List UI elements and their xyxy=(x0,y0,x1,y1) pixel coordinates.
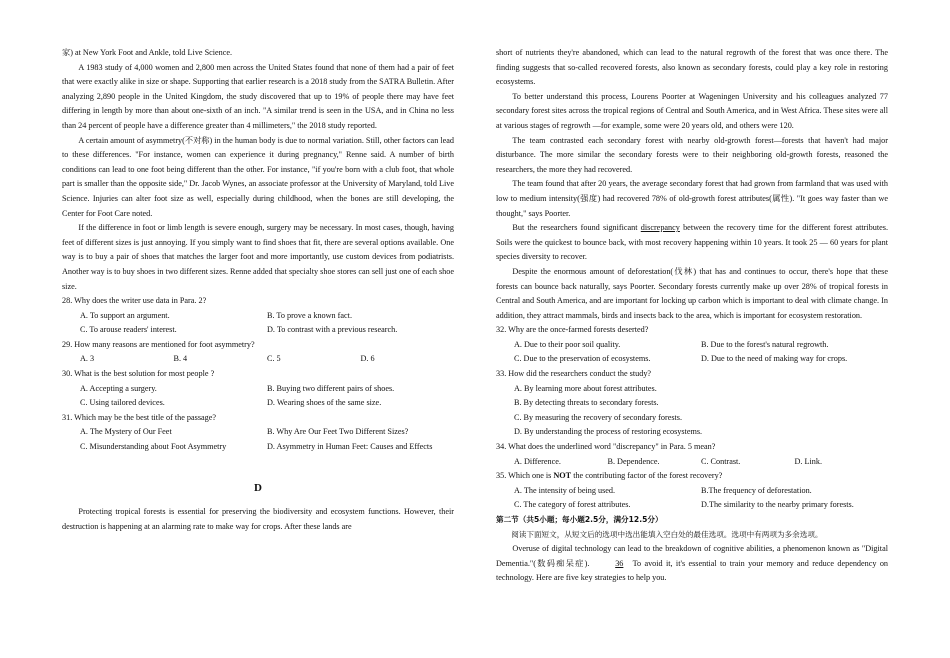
option-d[interactable]: D. Asymmetry in Human Feet: Causes and Effects xyxy=(267,442,433,452)
passage-d-paragraph-5 xyxy=(496,221,888,265)
option-a[interactable]: A. By learning more about forest attributes. xyxy=(514,383,657,393)
option-c[interactable]: C. Due to the preservation of ecosystems. xyxy=(514,354,651,364)
right-column xyxy=(496,46,888,586)
options xyxy=(496,455,888,470)
option-d[interactable]: D. Wearing shoes of the same size. xyxy=(267,398,382,408)
question-30 xyxy=(62,367,454,411)
option-d[interactable]: D.The similarity to the nearby primary forests. xyxy=(701,500,854,510)
text: the contributing factor of the forest recovery? xyxy=(571,471,723,481)
passage-d-heading: D xyxy=(254,481,262,494)
blank-36[interactable]: 36 xyxy=(615,558,624,568)
text: But the researchers found significant xyxy=(512,223,641,233)
question-stem: 34. What does the underlined word "discrepancy" in Para. 5 mean? xyxy=(496,442,716,452)
passage-d-paragraph-1: Protecting tropical forests is essential for preserving the biodiversity and ecosystem functions. However, their destruction is happening at an alarming rate to make way for crops. After these lands are xyxy=(62,507,454,531)
options xyxy=(496,338,888,367)
option-d[interactable]: D. By understanding the process of restoring ecosystems. xyxy=(514,427,703,437)
option-c[interactable]: C. Misunderstanding about Foot Asymmetry xyxy=(80,442,227,452)
option-c[interactable]: C. To arouse readers' interest. xyxy=(80,325,177,335)
option-b[interactable]: B. To prove a known fact. xyxy=(267,310,352,320)
question-31 xyxy=(62,411,454,455)
question-stem: 30. What is the best solution for most people ? xyxy=(62,369,215,379)
question-29 xyxy=(62,338,454,367)
option-a[interactable]: A. To support an argument. xyxy=(80,310,170,320)
option-d[interactable]: D. Link. xyxy=(794,456,823,466)
option-a[interactable]: A. Due to their poor soil quality. xyxy=(514,339,621,349)
options xyxy=(496,484,888,513)
option-d[interactable]: D. Due to the need of making way for crops. xyxy=(701,354,848,364)
passage-d-paragraph-2: To better understand this process, Lourens Poorter at Wageningen University and his colleagues analyzed 77 secondary forest sites across the tropical regions of Central and South America, and in West Africa. These sites were all at various stages of regrowth —for example, some were 20 years old, and others were 120. xyxy=(496,91,888,130)
underlined-word: discrepancy xyxy=(640,223,680,233)
option-b[interactable]: B. By detecting threats to secondary forests. xyxy=(514,398,659,408)
option-c[interactable]: C. The category of forest attributes. xyxy=(514,500,631,510)
options xyxy=(62,382,454,411)
passage-d-paragraph-6: Despite the enormous amount of deforestation(伐林) that has and continues to occur, there's hope that these forests can bounce back naturally, says Poorter. Secondary forests currently make up over 28% of tropical forests in Central and South America, and are important for locking up carbon which is important to deal with climate change. In addition, they attract mammals, birds and insects back to the area, which is important for ecosystem restoration. xyxy=(496,266,888,320)
option-d[interactable]: D. 6 xyxy=(360,354,375,364)
text: Overuse of digital technology can lead to the breakdown of cognitive abilities, a phenomenon known as "Digital Dementia."(数码痴呆症). xyxy=(496,544,888,568)
option-a[interactable]: A. The Mystery of Our Feet xyxy=(80,427,172,437)
option-a[interactable]: A. Difference. xyxy=(514,456,561,466)
text: To avoid it, it's essential to train your memory and reduce dependency on technology. Here are five key strategies to help you. xyxy=(496,558,889,583)
option-d[interactable]: D. To contrast with a previous research. xyxy=(267,325,398,335)
option-b[interactable]: B. Why Are Our Feet Two Different Sizes? xyxy=(267,427,409,437)
question-stem: 31. Which may be the best title of the passage? xyxy=(62,412,216,422)
option-b[interactable]: B.The frequency of deforestation. xyxy=(701,485,812,495)
passage-c-paragraph-4: If the difference in foot or limb length is severe enough, surgery may be necessary. In most cases, though, having feet of different sizes is just annoying. If you simply want to find shoes that fit, there are several options available. One way is to buy a pair of shoes that matches the larger foot and more importantly, use custom devices from podiatrists. Another way is to buy shoes in two different sizes. Renne added that specialty shoe stores can sell just one of each shoe size. xyxy=(62,223,454,291)
emphasis-not: NOT xyxy=(553,471,572,481)
question-28 xyxy=(62,294,454,338)
passage-d-paragraph-1-cont: short of nutrients they're abandoned, which can lead to the natural regrowth of the forest that was once there. The finding suggests that so-called recovered forests, also known as secondary forests, could play a key role in restoring ecosystems. xyxy=(496,48,888,87)
section-2-heading: 第二节（共5小题；每小题2.5分，满分12.5分） xyxy=(496,515,663,524)
options xyxy=(62,352,454,367)
question-stem: 32. Why are the once-farmed forests deserted? xyxy=(496,325,649,335)
question-stem: 33. How did the researchers conduct the study? xyxy=(496,369,652,379)
option-c[interactable]: C. Contrast. xyxy=(701,456,741,466)
question-34 xyxy=(496,440,888,469)
question-33 xyxy=(496,367,888,440)
section-2-paragraph-1 xyxy=(496,542,888,586)
passage-d-paragraph-3: The team contrasted each secondary forest with nearby old-growth forest—forests that haven't had major disturbance. The more similar the secondary forests were to their neighboring old-growth forests, reasoned the researchers, the more they had recovered. xyxy=(496,135,888,174)
text: between the recovery time for the different forest attributes. Soils were the quickest to bounce back, with most recovery happening within 10 years. It took 25 — 60 years for plant species diversity to recover. xyxy=(496,223,888,262)
options xyxy=(62,425,454,454)
question-35 xyxy=(496,469,888,513)
option-c[interactable]: C. 5 xyxy=(267,354,281,364)
passage-c-paragraph-2: A 1983 study of 4,000 women and 2,800 men across the United States found that none of them had a pair of feet that were exactly alike in size or shape. Supporting that earlier research is a 2018 study from the SATRA Bulletin. After analyzing 2,890 people in the United Kingdom, the study discovered that up to 19% of people there may have feet differing in length by more than about one-sixth of an inch. "A similar trend is seen in the USA, and in China no less than 24 percent of people have a difference greater than 4 millimeters," the 2018 study reported. xyxy=(62,62,454,130)
option-a[interactable]: A. The intensity of being used. xyxy=(514,485,616,495)
option-b[interactable]: B. 4 xyxy=(173,354,188,364)
option-c[interactable]: C. By measuring the recovery of secondary forests. xyxy=(514,412,683,422)
question-stem: 28. Why does the writer use data in Para. 2? xyxy=(62,296,207,306)
section-2-instructions: 阅读下面短文，从短文后的选项中选出能填入空白处的最佳选项。选项中有两项为多余选项。 xyxy=(511,529,823,539)
passage-c-paragraph-3: A certain amount of asymmetry(不对称) in the human body is due to normal variation. Still, other factors can lead to these differences. "For instance, women can experience it during pregnancy," Renne said. A number of birth conditions can lead to one foot being different than the other. For instance, "if you're born with a club foot, that whole part is smaller than the opposite side," Dr. Jacob Wynes, an associate professor at the University of Maryland, told Live Science. Injuries can alter foot size as well, especially during childhood, when the bones are still developing, the Center for Foot Care noted. xyxy=(62,135,454,218)
options xyxy=(62,309,454,338)
passage-c-text: 家) at New York Foot and Ankle, told Live Science. xyxy=(62,48,233,57)
option-b[interactable]: B. Due to the forest's natural regrowth. xyxy=(701,339,829,349)
option-b[interactable]: B. Dependence. xyxy=(607,456,660,466)
question-stem xyxy=(496,469,888,484)
passage-d-paragraph-4: The team found that after 20 years, the average secondary forest that had grown from farmland that was used with low to medium intensity(强度) had recovered 78% of old-growth forest attributes(属性). "It goes way faster than we thought," says Poorter. xyxy=(496,179,888,218)
option-b[interactable]: B. Buying two different pairs of shoes. xyxy=(267,383,395,393)
left-column xyxy=(62,46,454,534)
option-a[interactable]: A. Accepting a surgery. xyxy=(80,383,157,393)
question-stem: 29. How many reasons are mentioned for foot asymmetry? xyxy=(62,339,255,349)
option-a[interactable]: A. 3 xyxy=(80,354,95,364)
text: 35. Which one is xyxy=(496,471,554,481)
question-32 xyxy=(496,323,888,367)
option-c[interactable]: C. Using tailored devices. xyxy=(80,398,165,408)
options xyxy=(496,382,888,440)
